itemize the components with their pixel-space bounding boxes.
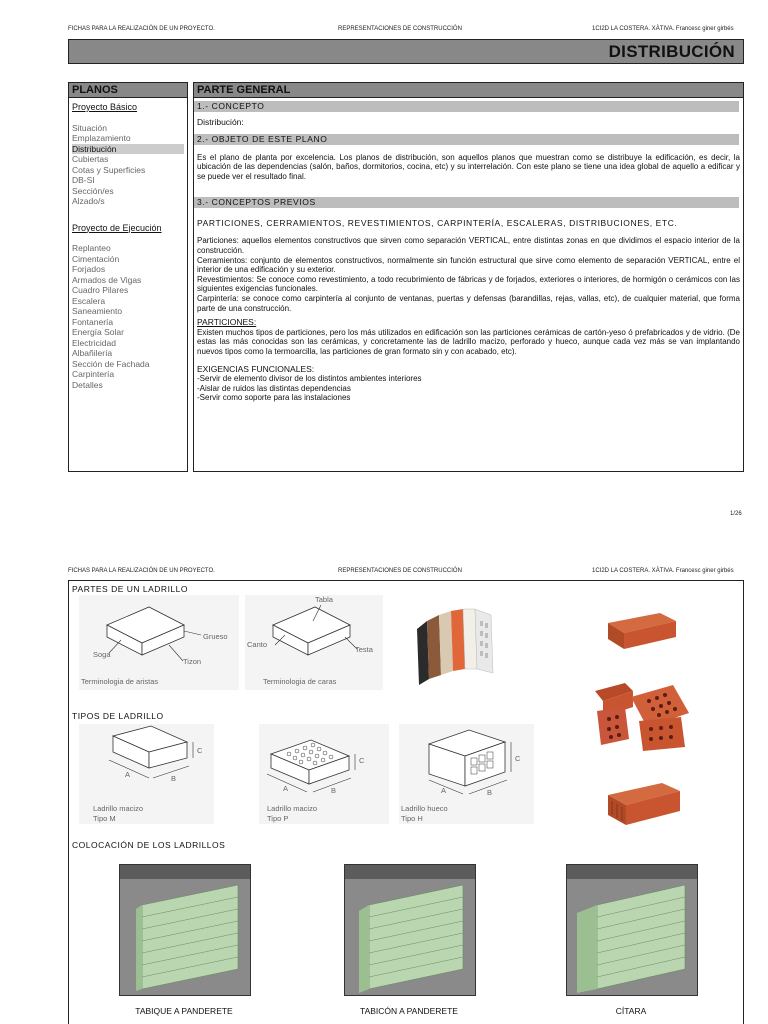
wall-label-tabique: TABIQUE A PANDERETE [135,1006,233,1016]
wall-label-tabicon: TABICÓN A PANDERETE [360,1006,458,1016]
section-conceptos-previos: 3.- CONCEPTOS PREVIOS [194,197,739,208]
sidebar-group-basico[interactable]: Proyecto Básico [72,102,138,112]
wall-tabique-image [119,864,251,996]
dim-a-label: A [125,770,131,779]
diagram-tipo-p [259,724,389,824]
label-grueso: Grueso [203,632,228,641]
sidebar-panel [68,82,188,472]
caption-tipo-m-1: Ladrillo macizo [93,804,144,813]
page-number: 1/26 [730,511,742,517]
hollow-brick-photo [604,777,689,831]
sidebar-item-armados[interactable]: Armados de Vigas [72,274,142,285]
sidebar-item-cubiertas[interactable]: Cubiertas [72,154,109,164]
dim-a-label: A [441,786,447,795]
page1-header-right: 1CI2D LA COSTERA. XÀTIVA. Francesc giner girbés [592,26,734,32]
section-tipos-ladrillo: TIPOS DE LADRILLO [72,711,164,721]
sidebar-item-alzados[interactable]: Alzado/s [72,196,105,206]
label-tabla: Tabla [315,595,333,604]
sidebar-item-electricidad[interactable]: Electricidad [72,337,116,348]
sidebar-item-cimentacion[interactable]: Cimentación [72,253,120,264]
sidebar-item-distribucion[interactable]: Distribución [72,144,184,155]
page2-frame [68,580,744,1024]
def-carpinteria: Carpintería: se conoce como carpintería al conjunto de ventanas, puertas y defensas (barandillas, rejas, vallas, etc), de cualquier material, que forma parte de una construcción. [197,293,740,313]
sidebar-item-replanteo[interactable]: Replanteo [72,243,111,253]
sidebar-item-carpinteria[interactable]: Carpintería [72,369,115,379]
sidebar-heading: PLANOS [69,83,187,98]
diagram-tipo-h [399,724,534,824]
diagram-caras [245,595,383,690]
sidebar-item-forjados[interactable]: Forjados [72,264,106,274]
sidebar-item-escalera[interactable]: Escalera [72,295,106,306]
dim-c-label: C [359,756,365,765]
caption-tipo-h-1: Ladrillo hueco [401,804,448,813]
sidebar-item-emplazamiento[interactable]: Emplazamiento [72,133,131,143]
wall-tabicon-image [344,864,476,996]
section-objeto: 2.- OBJETO DE ESTE PLANO [194,134,739,145]
page1-header-left: FICHAS PARA LA REALIZACIÓN DE UN PROYECTO. [68,26,215,32]
caption-aristas: Terminologia de aristas [81,677,159,686]
sidebar-item-pilares[interactable]: Cuadro Pilares [72,285,129,295]
label-soga: Soga [93,650,111,659]
exigencia-item: -Servir como soporte para las instalaciones [197,393,351,403]
concepto-text: Distribución: [197,117,244,127]
sidebar-group-ejecucion[interactable]: Proyecto de Ejecución [72,222,162,233]
sidebar-item-saneamiento[interactable]: Saneamiento [72,306,123,316]
sidebar-item-dbsi[interactable]: DB-SI [72,175,95,185]
objeto-text: Es el plano de planta por excelencia. Los planos de distribución, son aquellos planos que muestran como se distribuye la edificación, es decir, la ubicación de las dependencias (salón, baños, dormitorios, cocina, etc) y su interrelación. Con este plano se tiene una idea global de aquello a edificar y se puede ver el resultado final. [197,152,740,181]
diagram-tipo-m [79,724,214,824]
dim-b-label: B [331,786,337,795]
label-testa: Testa [355,645,373,654]
def-revestimientos: Revestimientos: Se conoce como revestimiento, a todo recubrimiento de fábricas y de forjados, exteriores o interiores, de hormigón o cerámicos con las siguientes exigencias funcionales. [197,274,740,294]
exigencia-item: -Servir de elemento divisor de los distintos ambientes interiores [197,374,422,384]
main-panel [193,82,744,472]
wall-label-citara: CÍTARA [615,1006,647,1016]
page2-header-left: FICHAS PARA LA REALIZACIÓN DE UN PROYECTO. [68,568,215,574]
page2-header-right: 1CI2D LA COSTERA. XÀTIVA. Francesc giner girbés [592,568,734,574]
sidebar-item-detalles[interactable]: Detalles [72,379,103,390]
label-tizon: Tizon [183,657,202,666]
section-concepto: 1.- CONCEPTO [194,101,739,112]
dim-b-label: B [487,788,493,797]
conceptos-caps: PARTICIONES, CERRAMIENTOS, REVESTIMIENTOS, CARPINTERÍA, ESCALERAS, DISTRIBUCIONES, ETC. [197,218,678,229]
sidebar-item-situacion[interactable]: Situación [72,122,107,133]
caption-tipo-p-1: Ladrillo macizo [267,804,318,813]
sidebar-item-fontaneria[interactable]: Fontanería [72,316,114,327]
sidebar-item-secciones[interactable]: Sección/es [72,185,114,196]
def-particiones: Particiones: aquellos elementos constructivos que sirven como separación VERTICAL, entre distintas zonas en que dividimos el espacio interior de la construcción. [197,236,740,255]
diagram-aristas [79,595,239,690]
exigencias-heading: EXIGENCIAS FUNCIONALES: [197,363,315,374]
caption-tipo-p-2: Tipo P [267,814,289,823]
section-partes-ladrillo: PARTES DE UN LADRILLO [72,584,188,594]
wall-citara-image [566,864,698,996]
sidebar-item-cotas[interactable]: Cotas y Superficies [72,164,146,175]
sidebar-item-albanileria[interactable]: Albañilería [72,348,113,358]
sidebar-item-fachada[interactable]: Sección de Fachada [72,358,150,369]
page-title: DISTRIBUCIÓN [608,42,735,61]
caption-tipo-h-2: Tipo H [401,814,423,823]
caption-tipo-m-2: Tipo M [93,814,116,823]
label-canto: Canto [247,640,268,649]
main-heading: PARTE GENERAL [194,83,743,98]
exigencia-item: -Aislar de ruidos las distintas dependencias [197,383,351,393]
brick-samples-photo [407,599,507,691]
dim-a-label: A [283,784,289,793]
caption-caras: Terminologia de caras [263,677,337,686]
perforated-bricks-photo [589,677,699,757]
dim-c-label: C [515,754,521,763]
particiones-text: Existen muchos tipos de particiones, pero los más utilizados en edificación son las particiones cerámicas de cartón-yeso ó prefabricados y de vidrio. (De estas las más conocidas son las cerámicas, y concretamente las de ladrillo macizo, perforado y hueco, aunque cada vez más se van implantando nuevos tipos como la termoarcilla, las particiones de gran formato sin y con acabado, etc). [197,327,740,356]
dim-b-label: B [171,774,177,783]
brick-aristas-drawing [79,595,239,690]
page1-header-center: REPRESENTACIONES DE CONSTRUCCIÓN [338,26,462,32]
dim-c-label: C [197,746,203,755]
def-cerramientos: Cerramientos: conjunto de elementos constructivos, normalmente sin función estructural que sirve como elemento de separación VERTICAL, entre el interior de una edificación y su exterior. [197,255,740,275]
sidebar-item-energia[interactable]: Energía Solar [72,327,124,337]
particiones-heading: PARTICIONES: [197,317,257,328]
solid-brick-photo [604,605,684,655]
section-colocacion: COLOCACIÓN DE LOS LADRILLOS [72,840,226,850]
title-bar [68,39,744,64]
page2-header-center: REPRESENTACIONES DE CONSTRUCCIÓN [338,568,462,574]
